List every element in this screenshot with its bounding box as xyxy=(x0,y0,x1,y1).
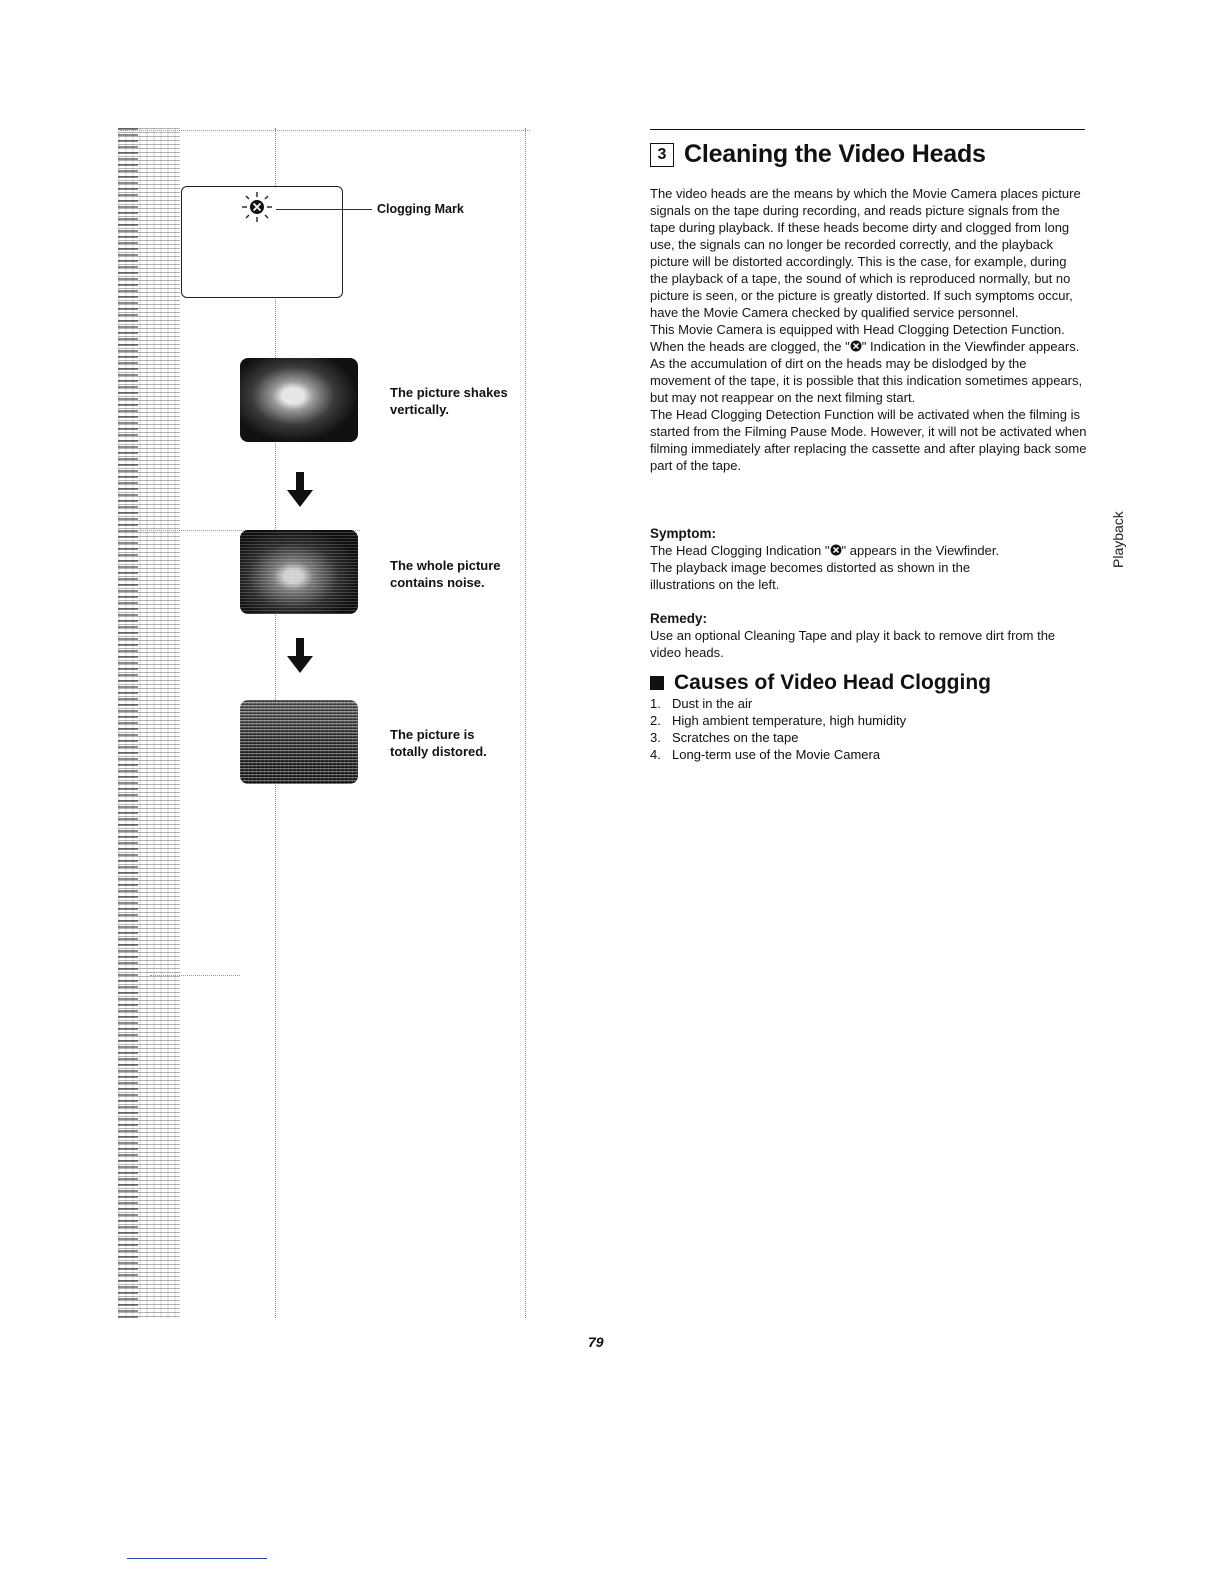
list-item-number: 1. xyxy=(650,696,661,711)
list-item-text: Dust in the air xyxy=(672,696,753,711)
tv-picture-distorted xyxy=(240,700,358,784)
list-item-text: Scratches on the tape xyxy=(672,730,799,745)
list-item-text: Long-term use of the Movie Camera xyxy=(672,747,881,762)
down-arrow-icon xyxy=(285,472,315,508)
paragraph-1: The video heads are the means by which the Movie Camera places picture signals on the tape during recording, and reads picture signals from the tape during playback. If these heads become dirty and clogged from long use, the signals can no longer be recorded correctly, and the playback picture will be distorted accordingly. This is the case, for example, during the playback of a tape, the sound of which is reproduced normally, but no picture is seen, or the picture is greatly distorted. If such symptoms occur, have the Movie Camera checked by qualified service personnel. xyxy=(650,186,1081,320)
caption-distorted xyxy=(390,726,487,760)
caption-noise-line2: contains noise. xyxy=(390,575,485,590)
clogging-indication-icon xyxy=(850,340,862,352)
section-title: Cleaning the Video Heads xyxy=(684,140,986,168)
clogging-mark-leader xyxy=(276,209,372,210)
causes-header xyxy=(650,671,991,695)
paragraph-3: The Head Clogging Detection Function will be activated when the filming is started from the Filming Pause Mode. However, it will not be activated when filming immediately after replacing the cassette and after playing back some part of the tape. xyxy=(650,407,1087,473)
caption-distorted-line1: The picture is xyxy=(390,727,475,742)
list-item-number: 2. xyxy=(650,713,661,728)
symptom-block xyxy=(650,525,1088,593)
tv-picture-shakes xyxy=(240,358,358,442)
list-item xyxy=(650,712,906,729)
remedy-heading: Remedy: xyxy=(650,611,708,626)
list-item-text: High ambient temperature, high humidity xyxy=(672,713,907,728)
causes-list xyxy=(650,695,906,763)
guide-line-top xyxy=(120,130,530,131)
paragraph-2-start: This Movie Camera is equipped with Head Clogging Detection Function. When the heads are clogged, the " xyxy=(650,322,1065,354)
symptom-heading: Symptom: xyxy=(650,526,717,541)
section-number-box: 3 xyxy=(650,143,674,167)
caption-noise-line1: The whole picture xyxy=(390,558,501,573)
paragraph-2-end: " Indication in the Viewfinder appears. As the accumulation of dirt on the heads may be dislodged by the movement of the tape, it is possible that this indication sometimes appears, but may not reappear on the next filming start. xyxy=(650,339,1083,405)
list-item xyxy=(650,746,906,763)
bottom-rule xyxy=(127,1558,267,1559)
caption-noise xyxy=(390,557,501,591)
remedy-block xyxy=(650,610,1088,661)
clogging-indication-icon xyxy=(830,544,842,556)
paragraph-2 xyxy=(650,321,1088,406)
symptom-line-1 xyxy=(650,542,1088,559)
section-body xyxy=(650,185,1088,474)
side-tab-playback: Playback xyxy=(1110,511,1126,568)
page-number: 79 xyxy=(588,1334,604,1350)
symptom-text-end: " appears in the Viewfinder. xyxy=(841,543,1000,558)
clogging-mark-icon xyxy=(240,190,274,224)
tv-picture-noise xyxy=(240,530,358,614)
guide-line-low xyxy=(150,975,240,976)
list-item-number: 4. xyxy=(650,747,661,762)
list-item-number: 3. xyxy=(650,730,661,745)
section-header xyxy=(650,140,986,169)
caption-shakes-line1: The picture shakes xyxy=(390,385,508,400)
symptom-line-2: The playback image becomes distorted as shown in the illustrations on the left. xyxy=(650,560,971,592)
bullet-square-icon xyxy=(650,676,664,690)
symptom-text-start: The Head Clogging Indication " xyxy=(650,543,830,558)
down-arrow-icon xyxy=(285,638,315,674)
caption-shakes xyxy=(390,384,508,418)
section-top-rule xyxy=(650,129,1085,130)
list-item xyxy=(650,695,906,712)
list-item xyxy=(650,729,906,746)
causes-title: Causes of Video Head Clogging xyxy=(674,671,991,694)
remedy-text: Use an optional Cleaning Tape and play it back to remove dirt from the video heads. xyxy=(650,628,1056,660)
caption-shakes-line2: vertically. xyxy=(390,402,450,417)
guide-line-right xyxy=(525,128,526,1318)
caption-distorted-line2: totally distored. xyxy=(390,744,487,759)
scan-noise-edge xyxy=(118,128,138,1318)
clogging-mark-label: Clogging Mark xyxy=(377,202,464,216)
